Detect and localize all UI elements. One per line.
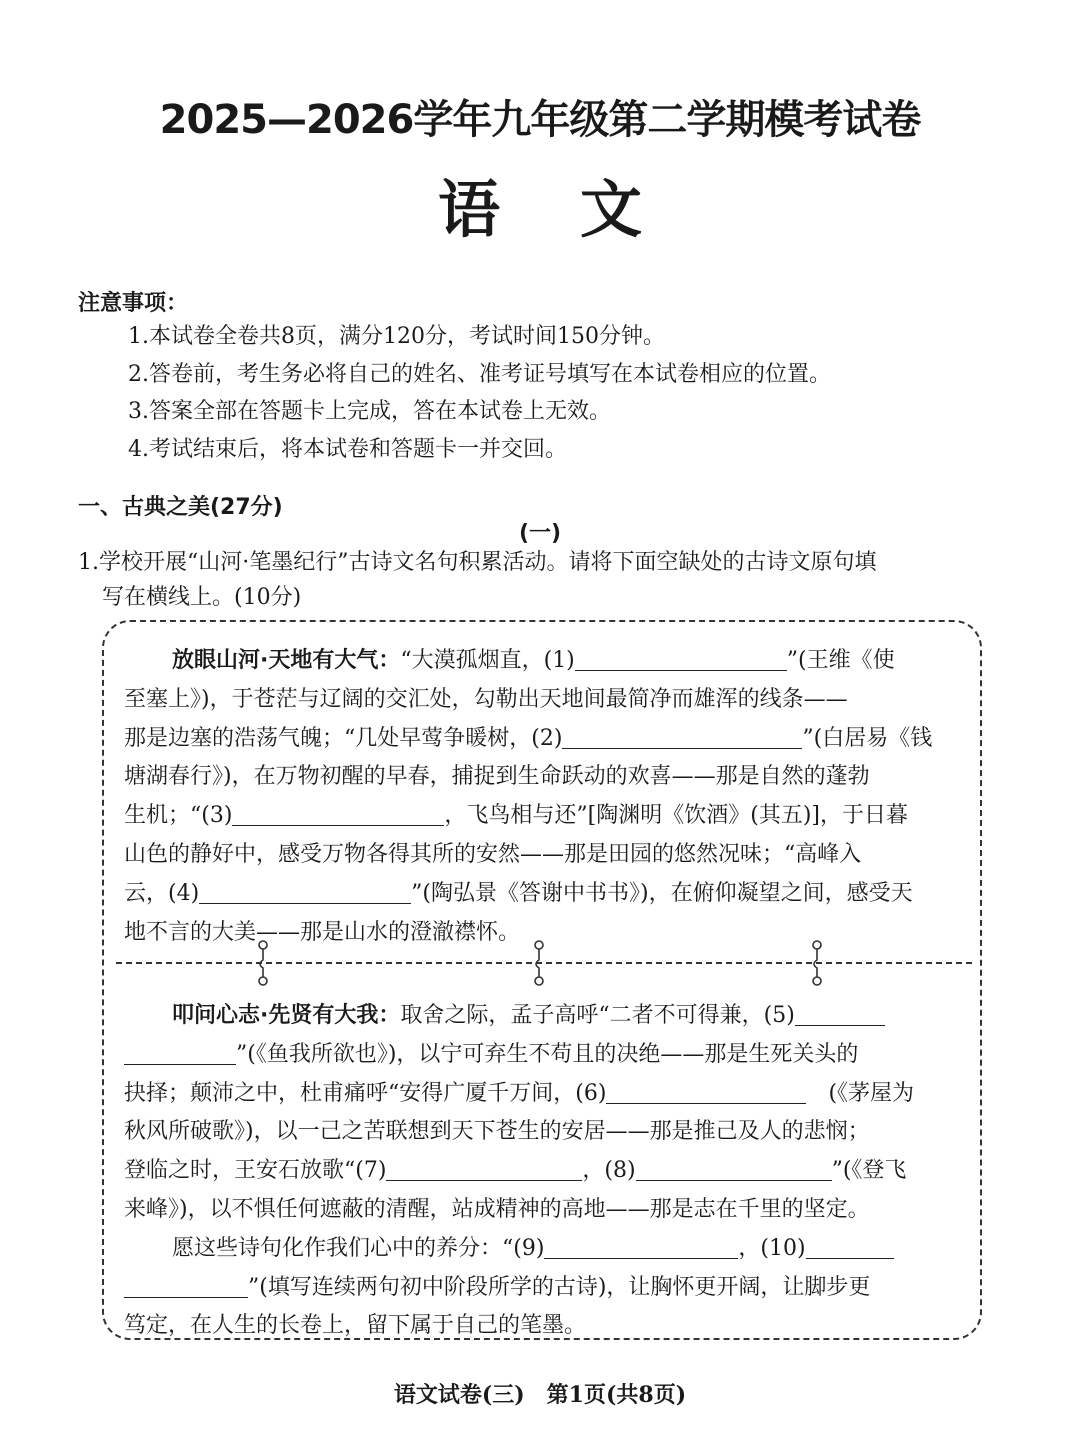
answer-blank-8[interactable] <box>636 1155 832 1181</box>
notice-heading: 注意事项： <box>78 291 189 316</box>
answer-blank-7[interactable] <box>386 1155 582 1181</box>
answer-blank-6[interactable] <box>606 1078 806 1104</box>
paragraph-landscape: 放眼山河·天地有大气：“大漠孤烟直，(1) ”(王维《使 至塞上》)，于苍茫与辽阔的交汇处，勾勒出天地间最简净而雄浑的线条—— 那是边塞的浩荡气魄；“几处早莺争暖树，(2) ”(白居易《钱 塘湖春行》)，在万物初醒的早春，捕捉到生命跃动的欢喜——那是自然的蓬勃 生机；“(3) ，飞鸟相与还”[陶渊明《饮酒》(其五)]，于日暮 山色的静好中，感受万物各得其所的安然——那是田园的悠然况味；“高峰入 云，(4) ”(陶弘景《答谢中书书》)，在俯仰凝望之间，感受天 地不言的大美——那是山水的澄澈襟怀。 <box>124 642 964 952</box>
answer-blank-2[interactable] <box>562 723 802 749</box>
clip-icon <box>810 940 824 986</box>
notice-item: 4.考试结束后，将本试卷和答题卡一并交回。 <box>128 436 567 462</box>
notice-item: 1.本试卷全卷共8页，满分120分，考试时间150分钟。 <box>128 324 665 349</box>
subject-char-2: 文 <box>580 173 643 246</box>
section-heading: 一、古典之美(27分) <box>78 495 283 520</box>
page-footer: 语文试卷(三) 第1页(共8页) <box>393 1382 687 1408</box>
notice-item: 3.答案全部在答题卡上完成，答在本试卷上无效。 <box>128 399 611 424</box>
answer-blank-3[interactable] <box>232 800 444 826</box>
question-line: 1.学校开展“山河·笔墨纪行”古诗文名句积累活动。请将下面空缺处的古诗文原句填 <box>78 550 877 575</box>
paragraph-lead: 放眼山河·天地有大气： <box>172 648 401 673</box>
answer-blank-10-continued[interactable] <box>124 1272 248 1298</box>
answer-blank-1[interactable] <box>575 645 787 671</box>
question-1 <box>78 545 1018 615</box>
sub-heading: (一) <box>518 521 562 546</box>
question-line: 写在横线上。(10分) <box>102 585 302 610</box>
answer-blank-5-continued[interactable] <box>124 1039 236 1065</box>
exam-title: 2025—2026学年九年级第二学期模考试卷 <box>159 97 921 143</box>
answer-blank-4[interactable] <box>199 878 411 904</box>
notice-item: 2.答卷前，考生务必将自己的姓名、准考证号填写在本试卷相应的位置。 <box>128 361 831 387</box>
answer-blank-10[interactable] <box>806 1233 894 1259</box>
paragraph-lead: 叩问心志·先贤有大我： <box>172 1003 401 1028</box>
poetry-box <box>102 620 982 1340</box>
subject-title <box>0 160 1080 249</box>
subject-char-1: 语 <box>437 173 500 246</box>
clip-icon <box>532 940 546 986</box>
notice-list <box>128 318 831 468</box>
answer-blank-9[interactable] <box>544 1233 738 1259</box>
answer-blank-5[interactable] <box>795 1000 885 1026</box>
clip-icon <box>256 940 270 986</box>
paragraph-aspiration: 叩问心志·先贤有大我：取舍之际，孟子高呼“二者不可得兼，(5) ”(《鱼我所欲也》)，以宁可弃生不苟且的决绝——那是生死关头的 抉择；颠沛之中，杜甫痛呼“安得广厦千万间，(6) (《茅屋为 秋风所破歌》)，以一己之苦联想到天下苍生的安居——那是推己及人的悲悯； 登临之时，王安石放歌“(7) ，(8) ”(《登飞 来峰》)，以不惧任何遮蔽的清醒，站成精神的高地——那是志在千里的坚定。 愿这些诗句化作我们心中的养分：“(9) ，(10) ”(填写连续两句初中阶段所学的古诗)，让胸怀更开阔，让脚步更 笃定，在人生的长卷上，留下属于自己的笔墨。 <box>124 997 964 1346</box>
